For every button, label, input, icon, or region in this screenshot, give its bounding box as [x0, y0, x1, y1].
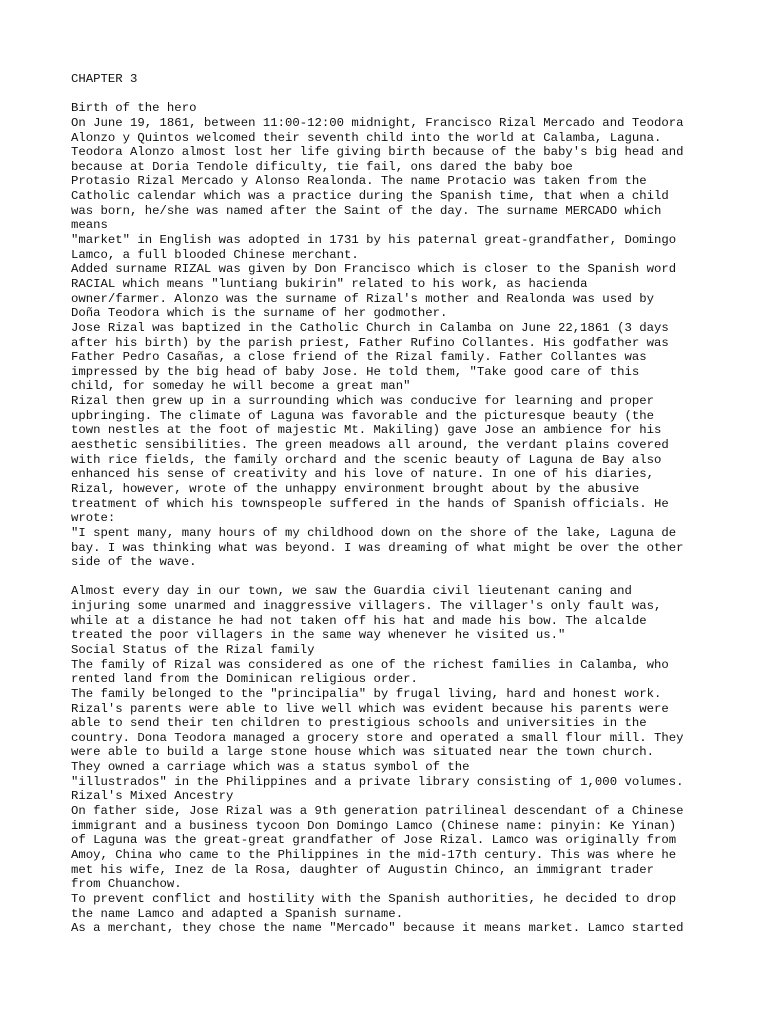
text-line: treated the poor villagers in the same way whenever he visited us."	[71, 628, 566, 643]
text-line: Catholic calendar which was a practice during the Spanish time, that when a child	[71, 189, 669, 204]
text-line: immigrant and a business tycoon Don Domingo Lamco (Chinese name: pinyin: Ke Yinan)	[71, 818, 677, 833]
text-line: Rizal then grew up in a surrounding which was conducive for learning and proper	[71, 394, 654, 409]
text-line: Teodora Alonzo almost lost her life giving birth because of the baby's big head and	[71, 145, 684, 160]
text-line: Amoy, China who came to the Philippines in the mid-17th century. This was where he	[71, 847, 677, 862]
text-line: was born, he/she was named after the Saint of the day. The surname MERCADO which	[71, 203, 662, 218]
text-line: Social Status of the Rizal family	[71, 642, 315, 657]
text-line: wrote:	[71, 511, 116, 526]
text-line: with rice fields, the family orchard and the scenic beauty of Laguna de Bay also	[71, 452, 662, 467]
text-line: Rizal's Mixed Ancestry	[71, 789, 234, 804]
text-line: Almost every day in our town, we saw the Guardia civil lieutenant caning and	[71, 584, 632, 599]
text-line: As a merchant, they chose the name "Mercado" because it means market. Lamco started	[71, 921, 684, 936]
text-line: town nestles at the foot of majestic Mt. Makiling) gave Jose an ambience for his	[71, 423, 662, 438]
text-line: because at Doria Tendole dificulty, tie fail, ons dared the baby boe	[71, 159, 573, 174]
text-line: Doña Teodora which is the surname of her godmother.	[71, 306, 448, 321]
text-line: of Laguna was the great-great grandfather of Jose Rizal. Lamco was originally from	[71, 833, 677, 848]
text-line: were able to build a large stone house which was situated near the town church.	[71, 745, 654, 760]
text-line: enhanced his sense of creativity and his love of nature. In one of his diaries,	[71, 467, 654, 482]
text-line: aesthetic sensibilities. The green meadows all around, the verdant plains covered	[71, 438, 669, 453]
text-line: Added surname RIZAL was given by Don Francisco which is closer to the Spanish word	[71, 262, 677, 277]
text-line: On June 19, 1861, between 11:00-12:00 midnight, Francisco Rizal Mercado and Teodora	[71, 115, 684, 130]
text-line: The family belonged to the "principalia" by frugal living, hard and honest work.	[71, 686, 662, 701]
text-line: Birth of the hero	[71, 101, 197, 116]
text-line: Jose Rizal was baptized in the Catholic Church in Calamba on June 22,1861 (3 days	[71, 320, 669, 335]
text-line: CHAPTER 3	[71, 72, 138, 86]
text-line: able to send their ten children to prestigious schools and universities in the	[71, 716, 647, 731]
text-line: the name Lamco and adapted a Spanish surname.	[71, 906, 404, 921]
text-line: child, for someday he will become a great man"	[71, 379, 411, 394]
text-line: The family of Rizal was considered as one of the richest families in Calamba, who	[71, 657, 669, 672]
text-line: "market" in English was adopted in 1731 by his paternal great-grandfather, Domingo	[71, 233, 677, 248]
text-line: They owned a carriage which was a status symbol of the	[71, 760, 470, 775]
text-line: Protasio Rizal Mercado y Alonso Realonda. The name Protacio was taken from the	[71, 174, 647, 189]
text-line	[71, 87, 711, 102]
text-line: "I spent many, many hours of my childhood down on the shore of the lake, Laguna de	[71, 525, 677, 540]
text-line: means	[71, 218, 108, 233]
text-line: upbringing. The climate of Laguna was favorable and the picturesque beauty (the	[71, 408, 654, 423]
text-line: rented land from the Dominican religious order.	[71, 672, 418, 687]
text-line: Lamco, a full blooded Chinese merchant.	[71, 247, 359, 262]
text-line: Rizal's parents were able to live well which was evident because his parents were	[71, 701, 669, 716]
text-line: injuring some unarmed and inaggressive villagers. The villager's only fault was,	[71, 599, 662, 614]
text-line: Father Pedro Casañas, a close friend of the Rizal family. Father Collantes was	[71, 350, 647, 365]
text-line: impressed by the big head of baby Jose. He told them, "Take good care of this	[71, 364, 640, 379]
text-line: while at a distance he had not taken off his hat and made his bow. The alcalde	[71, 613, 647, 628]
text-line: On father side, Jose Rizal was a 9th generation patrilineal descendant of a Chinese	[71, 804, 684, 819]
text-line: treatment of which his townspeople suffered in the hands of Spanish officials. He	[71, 496, 669, 511]
text-line: Alonzo y Quintos welcomed their seventh child into the world at Calamba, Laguna.	[71, 130, 662, 145]
text-line: from Chuanchow.	[71, 877, 182, 892]
text-line: met his wife, Inez de la Rosa, daughter of Augustin Chinco, an immigrant trader	[71, 862, 654, 877]
text-line: side of the wave.	[71, 555, 197, 570]
text-line: To prevent conflict and hostility with the Spanish authorities, he decided to drop	[71, 891, 677, 906]
text-line: bay. I was thinking what was beyond. I was dreaming of what might be over the other	[71, 540, 684, 555]
text-line	[71, 570, 711, 585]
text-line: RACIAL which means "luntiang bukirin" related to his work, as hacienda	[71, 276, 588, 291]
text-line: after his birth) by the parish priest, Father Rufino Collantes. His godfather was	[71, 335, 669, 350]
document-page	[71, 72, 711, 936]
text-line: owner/farmer. Alonzo was the surname of Rizal's mother and Realonda was used by	[71, 291, 654, 306]
text-line: Rizal, however, wrote of the unhappy environment brought about by the abusive	[71, 481, 640, 496]
text-line: country. Dona Teodora managed a grocery store and operated a small flour mill. They	[71, 730, 684, 745]
text-line: "illustrados" in the Philippines and a private library consisting of 1,000 volumes.	[71, 774, 684, 789]
